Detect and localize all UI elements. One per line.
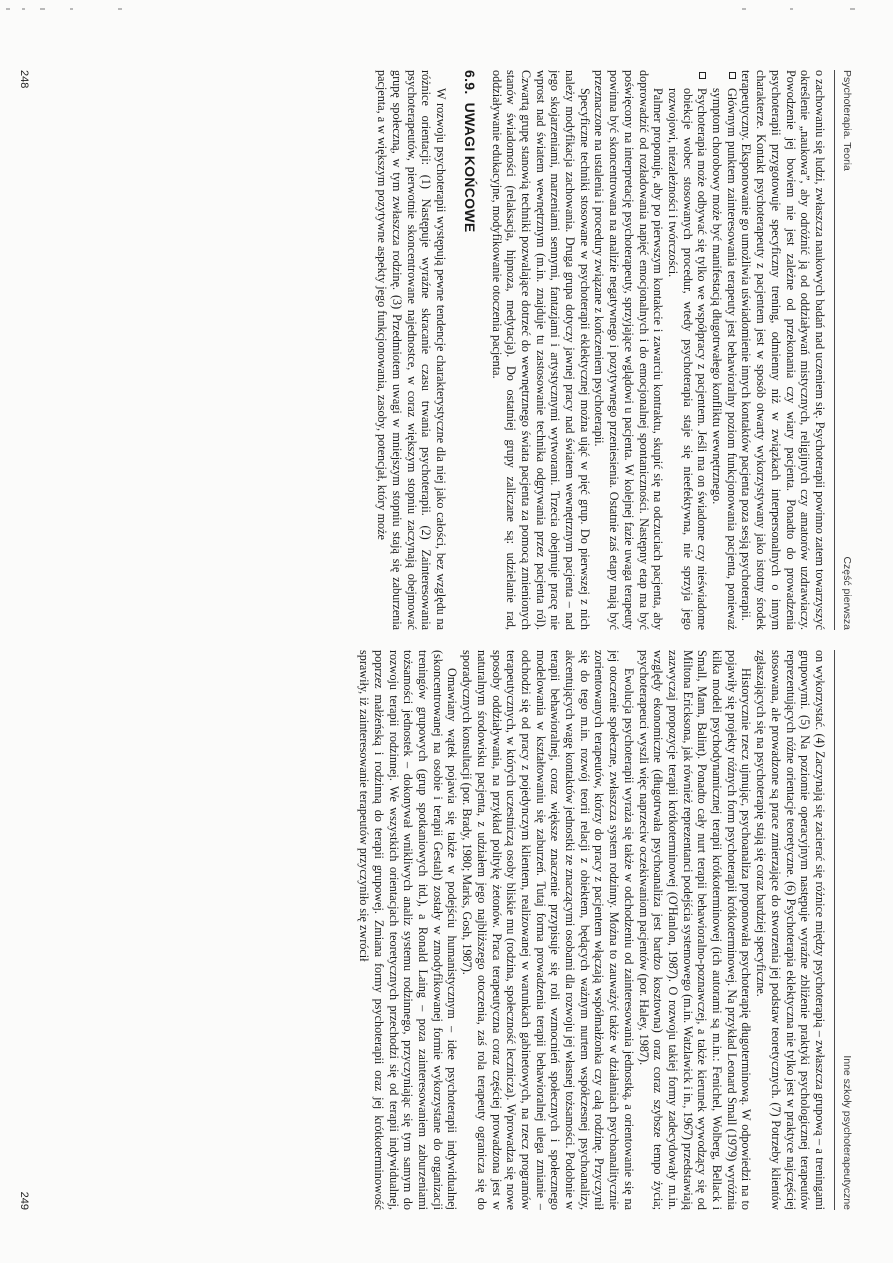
bullet-text: Głównym punktem zainteresowania terapeuty jest behawioralny poziom funkcjonowania pacjenta, ponieważ symptom chorobowy może być manifestacją długotrwałego konfliktu wewnętrznego. — [710, 88, 739, 630]
paragraph: Historycznie rzecz ujmując, psychoanaliza proponowała psychoterapię długoterminową. W odpowiedzi na to pojawiły się projekty różnych form psychoterapii krótkoterminowej. Na przykład Leonard Small (1979) wyróżnia kilka modeli psychodynamicznej terapii krótkoterminowej (ich autorami są m.in.: Fenichel, Wolberg, Bellack i Small, Mann, Balint). Ponadto cały nurt terapii behawioralno-poznawczej, a także kierunek wywodzący się od Miltona Ericksona, jak również reprezentanci podejścia systemowego (m.in. Watzlawick i in., 1967) przedstawiają zazwyczaj propozycje terapii krótkoterminowej (O'Hanlon, 1987). O rozwoju takiej formy zadecydowały m.in. względy ekonomiczne (długotrwała psychoanaliza jest bardzo kosztowna) oraz coraz szybsze tempo życia; psychoterapeuci wyszli więc naprzeciw oczekiwaniom pacjentów (por. Haley, 1987). — [636, 650, 754, 1210]
bullet-text: Psychoterapia może odbywać się tylko we współpracy z pacjentem. Jeśli ma on świadome czy nieświadome obiekcje wobec stosowanych procedur, wtedy psychoterapia staje się nieefektywna, nie sprzyja jego rozwojowi, niezależności i twórczości. — [665, 88, 710, 630]
header-rule — [834, 70, 835, 630]
section-title: UWAGI KOŃCOWE — [461, 102, 478, 233]
paragraph: Ewolucja psychoterapii wyraża się także w odchodzeniu od zainteresowania jednostką, a orientowanie się na jej otoczenie społeczne, zwłaszcza system rodzinny. Można to zauważyć także w działaniach psychoanalitycznie zorientowanych terapeutów, którzy do pracy z pacjentem włączają współmałżonka czy całą rodzinę. Przyczynił się do tego m.in. rozwój teorii relacji z obiektem, będących ważnym nurtem współczesnej psychoanalizy, akcentujących wagę kontaktów jednostki ze znaczącymi osobami dla rozwoju jej własnej tożsamości. Podobnie w terapii behawioralnej, coraz większe znaczenie przypisuje się roli wzmocnień społecznych i społecznego modelowania w kształtowaniu się zaburzeń. Tutaj forma prowadzenia terapii behawioralnej ulega zmianie – odchodzi się od pracy z pojedynczym klientem, realizowanej w warunkach gabinetowych, na rzecz programów terapeutycznych, w których uczestniczą osoby bliskie mu (rodzina, społeczność lecznicza). Wprowadza się nowe sposoby oddziaływania, na przykład politykę żetonów. Praca terapeutyczna coraz częściej prowadzona jest w naturalnym środowisku pacjenta, z udziałem jego najbliższego otoczenia, zaś rola terapeuty ogranicza się do sporadycznych konsultacji (por. Brady, 1980; Marks, Gosh, 1987). — [460, 650, 636, 1210]
running-head-title: Psychoterapia. Teoria — [841, 70, 853, 171]
right-page — [0, 650, 893, 1210]
page-body — [50, 650, 827, 1210]
section-number: 6.9. — [461, 70, 478, 95]
paragraph: Palmer proponuje, aby po pierwszym kontakcie i zawarciu kontraktu, skupić się na odczuciach pacjenta, aby doprowadzić od rozładowania napięć emocjonalnych i do emocjonalnej spontaniczności. Następny etap ma być poświęcony na interpretację psychoterapeuty, sprzyjające wglądowi u pacjenta. W kolejnej fazie uwaga terapeuty powinna być skoncentrowana na analizie negatywnego i pozytywnego przeniesienia. Ostatnie zaś etapy mają być przeznaczone na ustalenia i procedury związane z kończeniem psychoterapii. — [592, 70, 666, 630]
checkbox-bullet-icon — [699, 72, 706, 79]
paragraph: Omawiany wątek pojawia się także w podejściu humanistycznym – idee psychoterapii indywidualnej (skoncentrowanej na osobie i terapii Gestalt) zostały w zmodyfikowanej formie wykorzystane do organizacji treningów grupowych (grup spotkaniowych itd.), a Ronald Laing – poza zainteresowaniem zaburzeniami tożsamości jednostek – dokonywał wnikliwych analiz systemu rodzinnego, przyczyniając się tym samym do rozwoju terapii rodzinnej. We wszystkich orientacjach teoretycznych przechodzi się od terapii indywidualnej, poprzez małżeńską i rodzinną do terapii grupowej. Zmiana formy psychoterapii oraz jej krótkoterminowość sprawiły, iż zainteresowanie terapeutów przyczyniło się zwrócił — [357, 650, 460, 1210]
section-heading — [462, 70, 477, 630]
checkbox-bullet-icon — [729, 72, 736, 79]
bullet-item — [665, 70, 709, 630]
bullet-item — [709, 70, 738, 630]
paragraph: on wykorzystać. (4) Zaczynają się zacierać się różnice między psychoterapią – zwłaszcza grupową – a treningami grupowymi. (5) Na poziomie operacyjnym następuje wyraźne zbliżenie praktyki psychologicznej terapeutów reprezentujących różne orientacje teoretyczne. (6) Psychoterapia eklektyczna nie tylko jest w praktyce najczęściej stosowana, ale prowadzone są prace zmierzające do stworzenia jej podstaw teoretycznych. (7) Potrzeby klientów zgłaszających się na psychoterapię stają się coraz bardziej specyficzne. — [754, 650, 827, 1210]
page-body — [50, 70, 827, 630]
paragraph: W rozwoju psychoterapii występują pewne tendencje charakterystyczne dla niej jako całości, bez względu na różnice orientacji: (1) Następuje wyraźne skracanie czasu trwania psychoterapii. (2) Zainteresowania psychoterapeutów, pierwotnie skoncentrowane najednostce, w coraz większym stopniu zaczynają obejmować grupę społeczną, w tym zwłaszcza rodzinę. (3) Przedmiotem uwagi w mniejszym stopniu stają się zaburzenia pacjenta, a w większym pozytywne aspekty jego funkcjonowania, zasoby, potencjał, który może — [375, 70, 449, 630]
running-head-title: Inne szkoły psychoterapeutyczne — [841, 1055, 853, 1210]
paragraph: o zachowaniu się ludzi, zwłaszcza naukowych badań nad uczeniem się. Psychoterapii powinno zatem towarzyszyć określenie „naukowa”, aby odróżnić ją od oddziaływań mistycznych, religijnych czy amatorów uzdrawiaczy. Powodzenie jej bowiem nie jest zależne od przekonania czy wiary pacjenta. Ponadto do prowadzenia psychoterapii przygotowuje specyficzny trening, odmienny niż w związkach interpersonalnych o innym charakterze. Kontakt psychoterapeuty z pacjentem jest w sposób otwarty wykorzystywany jako istotny środek terapeutyczny. Eksponowanie go umożliwia uświadomienie innych kontaktów pacjenta poza sesją psychoterapii. — [739, 70, 827, 630]
header-rule — [834, 650, 835, 1210]
running-head — [837, 70, 853, 630]
page-number: 248 — [18, 70, 30, 89]
paragraph: Specyficzne techniki stosowane w psychoterapii eklektycznej można ująć w pięć grup. Do pierwszej z nich należy modyfikacja zachowania. Druga grupa dotyczy jawnej pracy nad światem wewnętrznym pacjenta – nad jego skojarzeniami, marzeniami sennymi, fantazjami i artystycznymi wytworami. Trzecia obejmuje pracę nie wprost nad światem wewnętrznym (m.in. znajduje tu zastosowanie technika odgrywania przez pacjenta ról). Czwartą grupę stanowią techniki pozwalające dotrzeć do wewnętrznego świata pacjenta za pomocą zmienionych stanów świadomości (relaksacja, hipnoza, medytacja). Do ostatniej grupy zaliczane są: udzielanie rad, oddziaływanie edukacyjne, modyfikowanie otoczenia pacjenta. — [489, 70, 592, 630]
page-number: 249 — [18, 1191, 30, 1210]
left-page — [0, 70, 893, 630]
running-head-part: Część pierwsza — [841, 556, 853, 630]
running-head — [837, 650, 853, 1210]
